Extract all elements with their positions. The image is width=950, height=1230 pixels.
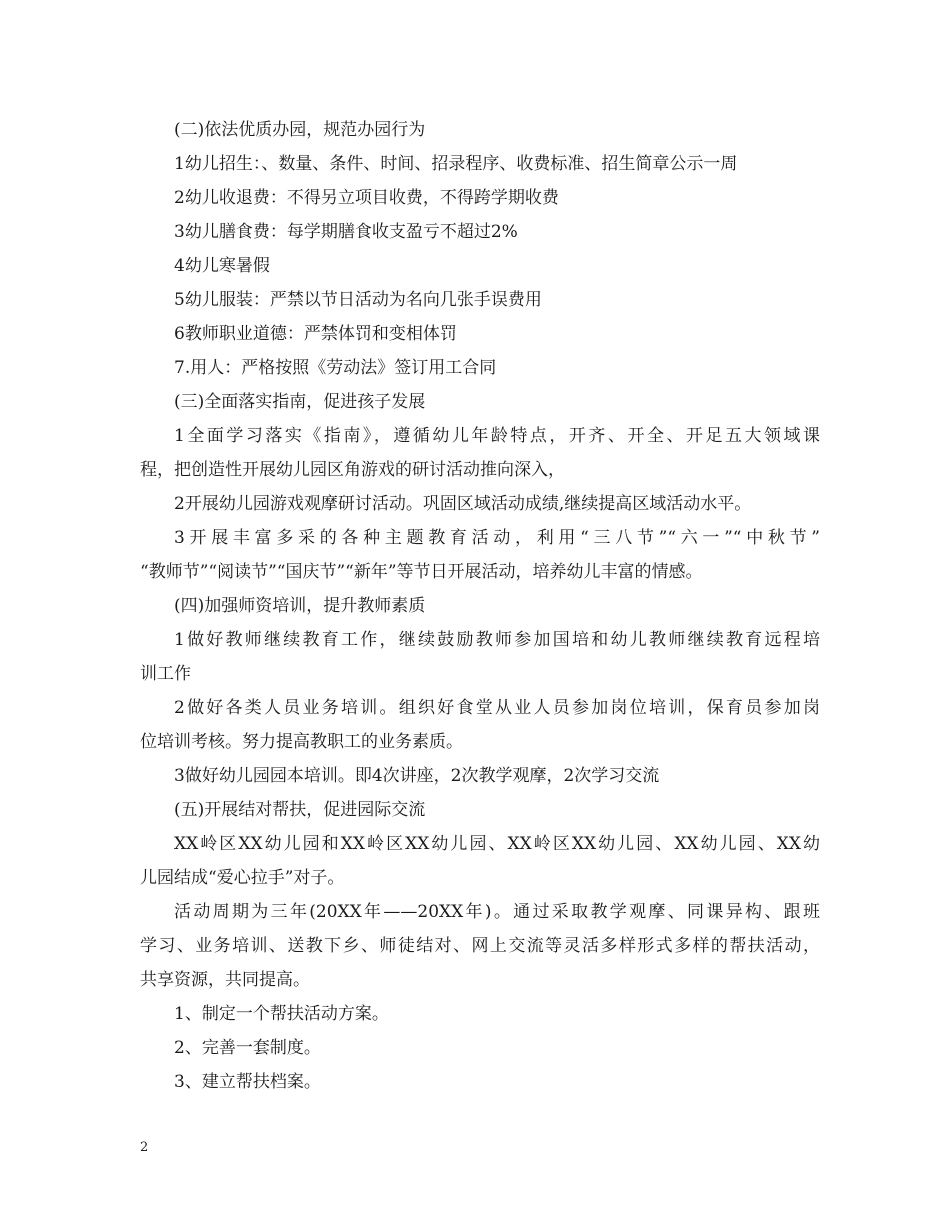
- section-heading-2: (二)依法优质办园，规范办园行为: [174, 120, 426, 140]
- paragraph-line: 3幼儿膳食费：每学期膳食收支盈亏不超过2%: [174, 222, 518, 242]
- paragraph-line: 1做好教师继续教育工作，继续鼓励教师参加国培和幼儿教师继续教育远程培: [174, 630, 820, 650]
- paragraph-line: 共享资源，共同提高。: [140, 970, 310, 990]
- paragraph-line: 学习、业务培训、送教下乡、师徒结对、网上交流等灵活多样形式多样的帮扶活动，: [140, 936, 820, 956]
- document-body: [140, 113, 820, 1099]
- paragraph-line: XX岭区XX幼儿园和XX岭区XX幼儿园、XX岭区XX幼儿园、XX幼儿园、XX幼: [174, 834, 820, 854]
- paragraph-line: 3做好幼儿园园本培训。即4次讲座，2次教学观摩，2次学习交流: [174, 766, 660, 786]
- paragraph-line: 2做好各类人员业务培训。组织好食堂从业人员参加岗位培训，保育员参加岗: [174, 698, 820, 718]
- paragraph-line: 训工作: [140, 664, 191, 684]
- paragraph-line: 2开展幼儿园游戏观摩研讨活动。巩固区域活动成绩,继续提高区域活动水平。: [174, 494, 752, 514]
- paragraph-line: 2幼儿收退费：不得另立项目收费，不得跨学期收费: [174, 188, 559, 208]
- paragraph-line: 3开展丰富多采的各种主题教育活动，利用“三八节”“六一”“中秋节”: [174, 528, 820, 548]
- section-heading-3: (三)全面落实指南，促进孩子发展: [174, 392, 426, 412]
- paragraph-line: 7.用人：严格按照《劳动法》签订用工合同: [174, 358, 497, 378]
- paragraph-line: 程，把创造性开展幼儿园区角游戏的研讨活动推向深入，: [140, 460, 565, 480]
- page-number: 2: [140, 1140, 149, 1155]
- paragraph-line: 5幼儿服装：严禁以节日活动为名向几张手误费用: [174, 290, 542, 310]
- list-item: 3、建立帮扶档案。: [174, 1072, 321, 1092]
- paragraph-line: 6教师职业道德：严禁体罚和变相体罚: [174, 324, 457, 344]
- list-item: 2、完善一套制度。: [174, 1038, 321, 1058]
- section-heading-4: (四)加强师资培训，提升教师素质: [174, 596, 426, 616]
- paragraph-line: 儿园结成“爱心拉手”对子。: [140, 868, 345, 888]
- paragraph-line: “教师节”“阅读节”“国庆节”“新年”等节日开展活动，培养幼儿丰富的情感。: [140, 562, 703, 582]
- paragraph-line: 1全面学习落实《指南》，遵循幼儿年龄特点，开齐、开全、开足五大领域课: [174, 426, 820, 446]
- section-heading-5: (五)开展结对帮扶，促进园际交流: [174, 800, 426, 820]
- paragraph-line: 4幼儿寒暑假: [174, 256, 270, 276]
- paragraph-line: 位培训考核。努力提高教职工的业务素质。: [140, 732, 463, 752]
- list-item: 1、制定一个帮扶活动方案。: [174, 1004, 389, 1024]
- paragraph-line: 1幼儿招生：、数量、条件、时间、招录程序、收费标准、招生简章公示一周: [174, 154, 738, 174]
- paragraph-line: 活动周期为三年(20XX年——20XX年)。通过采取教学观摩、同课异构、跟班: [174, 902, 820, 922]
